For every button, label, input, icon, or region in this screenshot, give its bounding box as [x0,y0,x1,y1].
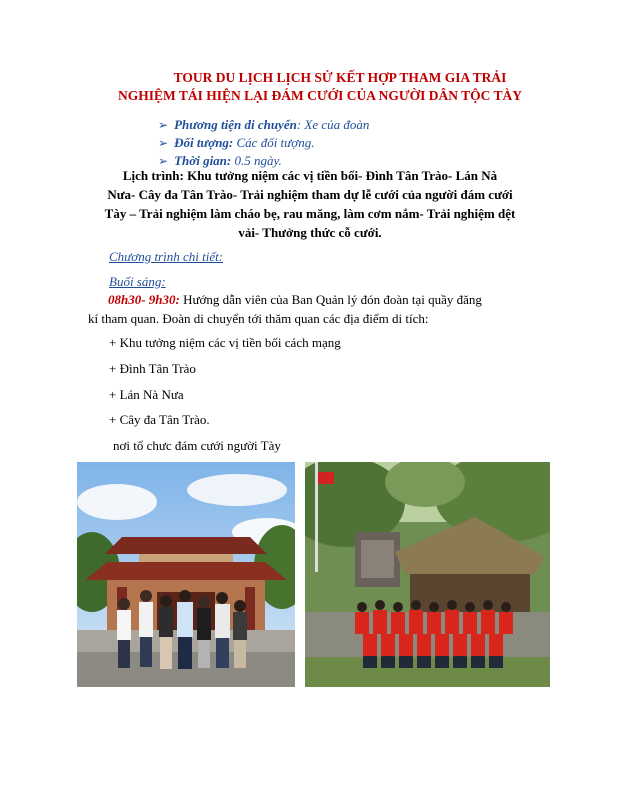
info-bullet-transport [158,116,369,134]
time-range: 08h30- 9h30: [108,292,180,307]
schedule-line: Nưa- Cây đa Tân Trào- Trải nghiệm tham dự lễ cưới của người đám cưới [107,187,513,202]
arrow-bullet-icon: ➢ [158,118,169,132]
info-label: Phương tiện di chuyển [174,117,297,132]
site-item: + Đình Tân Trào [109,361,196,376]
doc-title-line-1: TOUR DU LỊCH LỊCH SỬ KẾT HỢP THAM GIA TRẢI [173,70,507,85]
photo-red-shirt-group [305,462,550,687]
morning-paragraph [88,290,528,328]
info-label: Đối tượng: [174,135,234,150]
info-value: Các đối tượng. [233,135,315,150]
info-label: Thời gian: [174,153,232,168]
schedule-line: Lịch trình: Khu tưởng niệm các vị tiền bối- Đình Tân Trào- Lán Nà [122,168,498,183]
site-item: + Cây đa Tân Trào. [109,412,210,427]
schedule-line: vải- Thưởng thức cỗ cưới. [238,225,382,240]
paragraph-text-2: kí tham quan. Đoàn di chuyển tới thăm quan các địa điểm di tích: [88,311,429,326]
info-value: 0.5 ngày. [231,153,282,168]
info-bullets [158,116,369,170]
schedule-summary [70,166,550,242]
info-bullet-audience [158,134,369,152]
wedding-venue-line: nơi tổ chưc đám cưới người Tày [113,438,281,453]
schedule-line: Tày – Trải nghiệm làm cháo bẹ, rau măng, làm cơm nắm- Trải nghiệm dệt [104,206,516,221]
section-heading-morning: Buổi sáng: [109,274,166,289]
section-heading-detail: Chương trình chi tiết: [109,249,224,264]
arrow-bullet-icon: ➢ [158,154,169,168]
site-item: + Lán Nà Nưa [109,387,184,402]
doc-title-line-2: NGHIỆM TÁI HIỆN LẠI ĐÁM CƯỚI CỦA NGƯỜI DÂN TỘC TÀY [117,88,523,103]
paragraph-text: Hướng dẫn viên của Ban Quản lý đón đoàn tại quầy đăng [179,292,482,307]
site-item: + Khu tưởng niệm các vị tiền bối cách mạng [109,335,341,350]
arrow-bullet-icon: ➢ [158,136,169,150]
info-value: : Xe của đoàn [296,117,370,132]
photo-pagoda-group [77,462,295,687]
